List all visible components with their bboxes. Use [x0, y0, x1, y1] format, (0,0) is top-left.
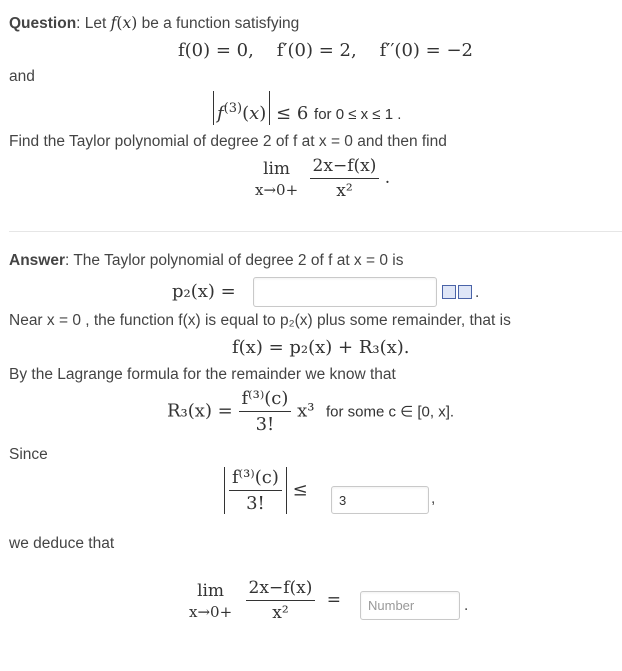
p2-label: p₂(x) = — [172, 281, 236, 302]
question-label: Question — [9, 15, 77, 32]
lagrange-formula — [167, 388, 454, 435]
answer-line1: : The Taylor polynomial of degree 2 of f at x = 0 is — [65, 252, 404, 269]
question-intro-text2: be a function satisfying — [137, 15, 300, 32]
condition-f2: f′′(0) = −2 — [379, 40, 473, 61]
limit-denominator: x² — [336, 181, 353, 201]
question-intro — [9, 14, 299, 33]
deduce-text: we deduce that — [9, 535, 115, 552]
condition-f1: f′(0) = 2, — [276, 40, 357, 61]
limit-sub: x→0+ — [255, 180, 299, 199]
bound-numerator: f⁽³⁾(c) — [229, 467, 282, 491]
and-text: and — [9, 68, 35, 85]
third-derivative-bound: $f^{(3)}(x) \le 6$ for 0 ≤ x ≤ 1 . — [213, 91, 401, 125]
remainder-equation: f(x) = p₂(x) + R₃(x). — [232, 337, 410, 358]
r3-tail: x³ — [297, 400, 315, 422]
lagrange-text: By the Lagrange formula for the remainder we know that — [9, 366, 396, 383]
find-text: Find the Taylor polynomial of degree 2 of f at x = 0 and then find — [9, 133, 447, 150]
question-intro-text: : Let — [76, 15, 111, 32]
question-limit: lim x→0+ $\frac{2x-f(x)}{\text{x²}}$ . — [255, 156, 391, 201]
preview-icon[interactable] — [442, 285, 456, 299]
r3-lhs: R₃(x) = — [167, 400, 233, 422]
bound-denominator: 3! — [246, 493, 265, 514]
answer-limit-denominator: x² — [272, 603, 289, 623]
answer-intro — [9, 252, 403, 270]
near-text: Near x = 0 , the function f(x) is equal to p₂(x) plus some remainder, that is — [9, 312, 511, 329]
limit-numerator: 2x−f(x) — [310, 156, 380, 179]
since-text: Since — [9, 446, 48, 463]
r3-numerator: f⁽³⁾(c) — [239, 388, 292, 412]
answer-limit-numerator: 2x−f(x) — [246, 578, 316, 601]
answer-label: Answer — [9, 252, 65, 269]
bound-range: for 0 ≤ x ≤ 1 . — [314, 106, 402, 123]
p2-input[interactable] — [253, 277, 437, 307]
bound-leq: ≤ — [292, 479, 308, 501]
condition-f0: f(0) = 0, — [178, 40, 254, 61]
r3-denominator: 3! — [255, 414, 275, 435]
bound-six: ≤ 6 — [276, 103, 309, 124]
answer-limit-sub: x→0+ — [189, 602, 233, 621]
answer-limit: lim x→0+ $\frac{2x-f(x)}{\text{x²}}$ = — [189, 578, 341, 623]
help-icon[interactable] — [458, 285, 472, 299]
r3-some: for some c ∈ [0, x]. — [325, 403, 455, 421]
section-divider — [9, 231, 622, 232]
bound-expression — [224, 467, 308, 514]
bound-input[interactable] — [331, 486, 429, 514]
f-of-x: f(x) — [110, 14, 138, 32]
limit-input[interactable] — [360, 591, 460, 620]
initial-conditions — [178, 40, 473, 61]
